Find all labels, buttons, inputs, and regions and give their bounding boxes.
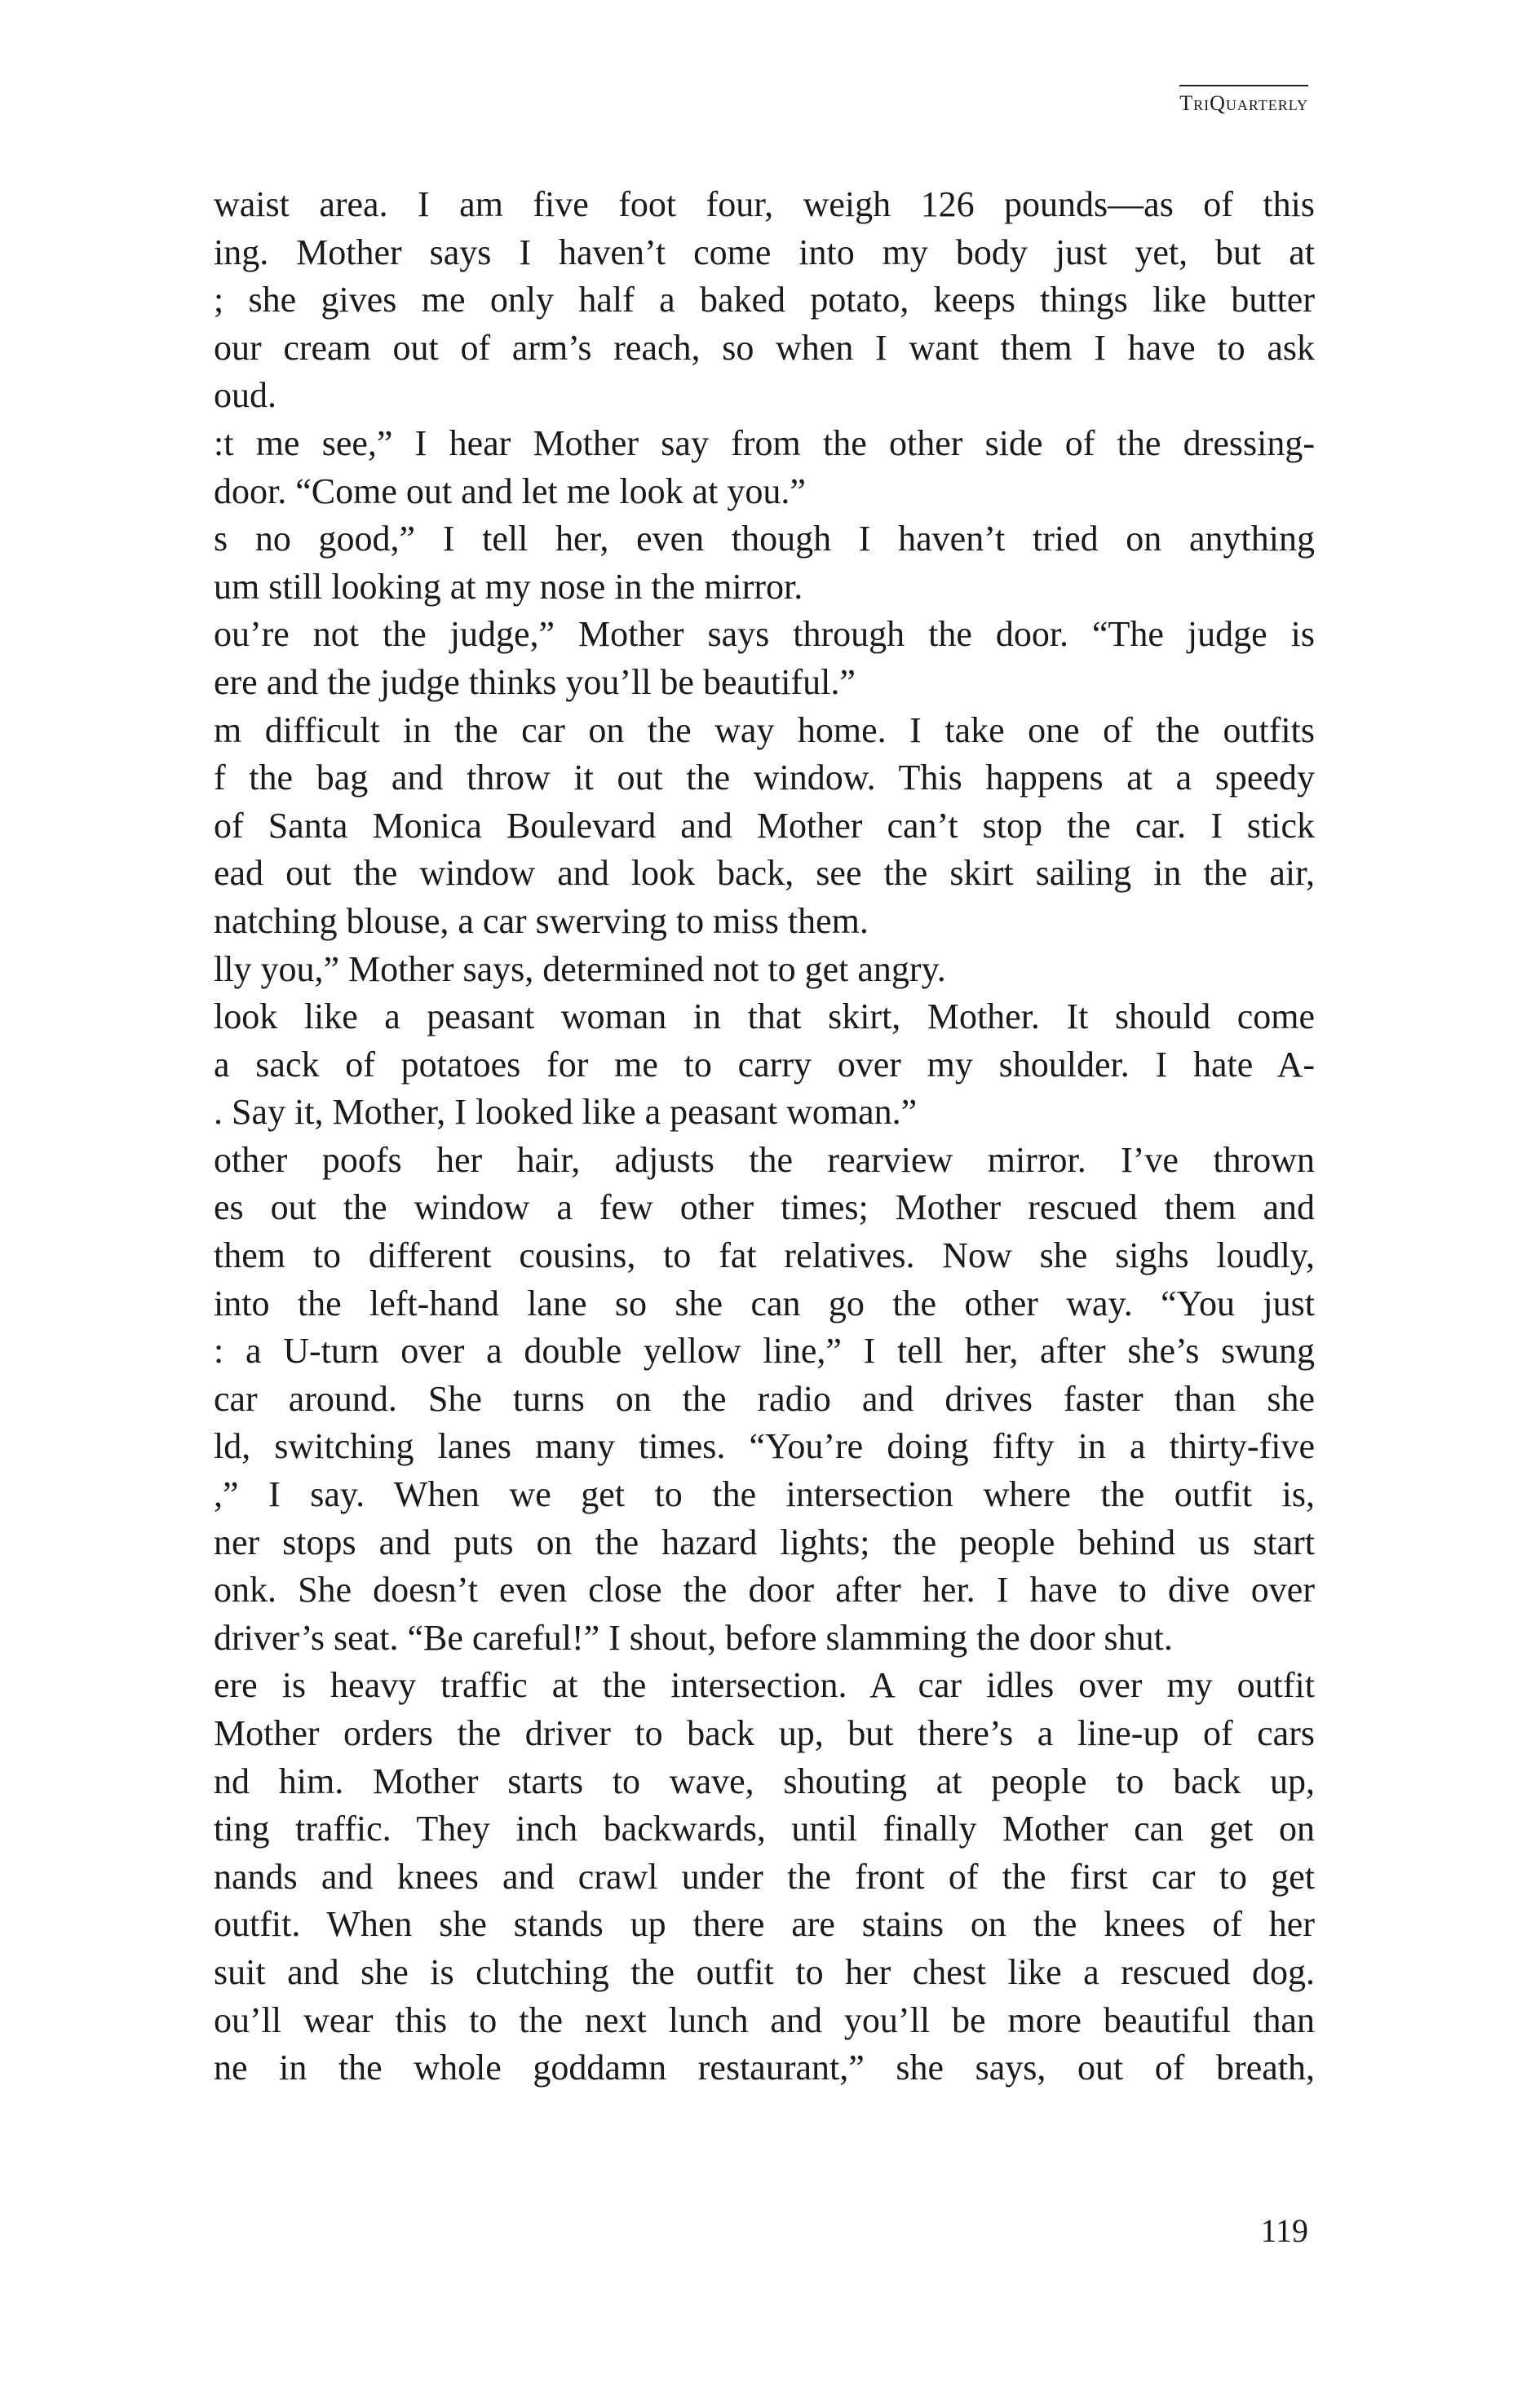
- text-line: onk. She doesn’t even close the door after her. I have to dive over: [214, 1570, 1315, 1610]
- text-line: outfit. When she stands up there are stains on the knees of her: [214, 1904, 1315, 1945]
- text-line: ld, switching lanes many times. “You’re doing fifty in a thirty-five: [214, 1426, 1315, 1467]
- text-line: ting traffic. They inch backwards, until finally Mother can get on: [214, 1809, 1315, 1849]
- text-line: es out the window a few other times; Mother rescued them and: [214, 1187, 1315, 1228]
- text-line: driver’s seat. “Be careful!” I shout, before slamming the door shut.: [214, 1617, 1173, 1658]
- text-line: ing. Mother says I haven’t come into my body just yet, but at: [214, 232, 1315, 272]
- text-line: other poofs her hair, adjusts the rearview mirror. I’ve thrown: [214, 1139, 1315, 1180]
- text-line: ere and the judge thinks you’ll be beautiful.”: [214, 661, 856, 702]
- running-head: TriQuarterly: [1179, 85, 1308, 116]
- text-line: look like a peasant woman in that skirt, Mother. It should come: [214, 996, 1315, 1037]
- text-line: a sack of potatoes for me to carry over my shoulder. I hate A-: [214, 1044, 1315, 1085]
- text-line: : a U-turn over a double yellow line,” I tell her, after she’s swung: [214, 1331, 1315, 1372]
- text-line: lly you,” Mother says, determined not to get angry.: [214, 948, 946, 989]
- text-line: Mother orders the driver to back up, but there’s a line-up of cars: [214, 1713, 1315, 1753]
- text-line: ou’re not the judge,” Mother says through the door. “The judge is: [214, 614, 1315, 655]
- text-line: waist area. I am five foot four, weigh 126 pounds—as of this: [214, 184, 1315, 224]
- text-line: m difficult in the car on the way home. I take one of the outfits: [214, 709, 1315, 750]
- page-number: 119: [1260, 2212, 1308, 2249]
- text-line: . Say it, Mother, I looked like a peasant woman.”: [214, 1092, 918, 1133]
- text-line: our cream out of arm’s reach, so when I want them I have to ask: [214, 327, 1315, 368]
- text-line: f the bag and throw it out the window. This happens at a speedy: [214, 758, 1315, 798]
- text-line: s no good,” I tell her, even though I haven’t tried on anything: [214, 519, 1315, 559]
- text-line: suit and she is clutching the outfit to her chest like a rescued dog.: [214, 1951, 1315, 1992]
- text-line: ,” I say. When we get to the intersection where the outfit is,: [214, 1474, 1315, 1515]
- text-line: ner stops and puts on the hazard lights; the people behind us start: [214, 1522, 1315, 1562]
- text-line: into the left-hand lane so she can go the other way. “You just: [214, 1283, 1315, 1323]
- text-line: ou’ll wear this to the next lunch and you’ll be more beautiful than: [214, 1999, 1315, 2040]
- text-line: natching blouse, a car swerving to miss them.: [214, 900, 869, 941]
- body-text: [214, 181, 1315, 2092]
- text-line: nands and knees and crawl under the front of the first car to get: [214, 1856, 1315, 1897]
- text-line: of Santa Monica Boulevard and Mother can’t stop the car. I stick: [214, 805, 1315, 846]
- text-line: them to different cousins, to fat relatives. Now she sighs loudly,: [214, 1235, 1315, 1276]
- text-line: ne in the whole goddamn restaurant,” she says, out of breath,: [214, 2048, 1315, 2088]
- text-line: door. “Come out and let me look at you.”: [214, 471, 806, 511]
- text-line: car around. She turns on the radio and drives faster than she: [214, 1378, 1315, 1419]
- text-line: ere is heavy traffic at the intersection. A car idles over my outfit: [214, 1665, 1315, 1706]
- text-line: ead out the window and look back, see the skirt sailing in the air,: [214, 853, 1315, 894]
- text-line: oud.: [214, 375, 276, 416]
- text-line: nd him. Mother starts to wave, shouting at people to back up,: [214, 1761, 1315, 1801]
- text-line: um still looking at my nose in the mirror.: [214, 566, 803, 607]
- text-line: :t me see,” I hear Mother say from the other side of the dressing-: [214, 422, 1315, 463]
- text-line: ; she gives me only half a baked potato, keeps things like butter: [214, 280, 1315, 320]
